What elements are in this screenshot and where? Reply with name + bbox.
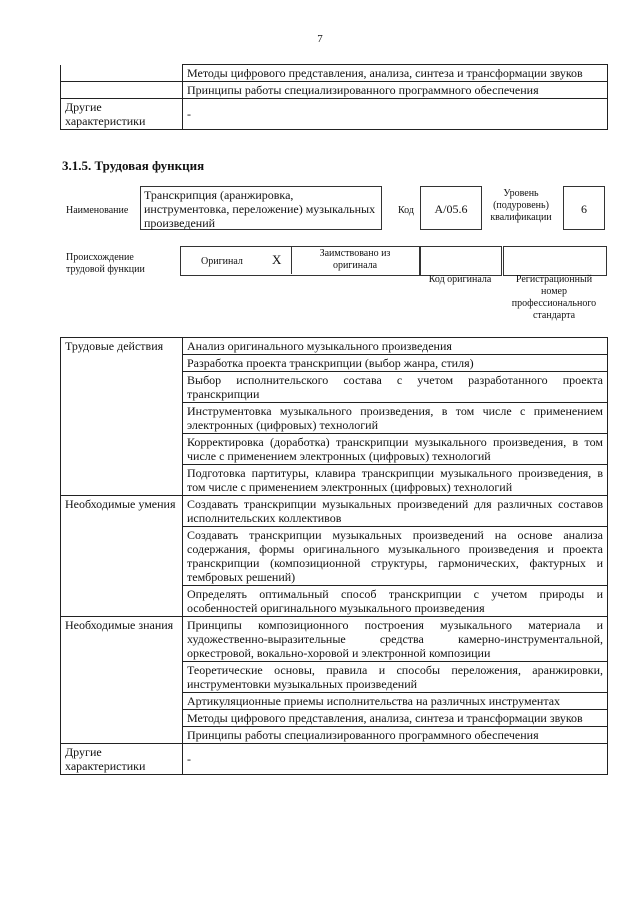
- table-cell: Определять оптимальный способ транскрипции с учетом природы и особенностей оригинального музыкального произведения: [183, 586, 608, 617]
- table-cell: Принципы работы специализированного программного обеспечения: [183, 727, 608, 744]
- table-cell: Анализ оригинального музыкального произведения: [183, 338, 608, 355]
- divider: [291, 246, 292, 274]
- original-label: Оригинал: [201, 256, 243, 267]
- table-cell: -: [183, 99, 608, 130]
- table-cell: Создавать транскрипции музыкальных произведений для различных составов исполнительских коллективов: [183, 496, 608, 527]
- level-value: 6: [563, 186, 605, 230]
- original-mark: X: [272, 252, 282, 267]
- table-row: [61, 65, 608, 82]
- code-original-box: [420, 246, 502, 276]
- table-cell: Принципы работы специализированного программного обеспечения: [183, 82, 608, 99]
- table-cell: Методы цифрового представления, анализа, синтеза и трансформации звуков: [183, 710, 608, 727]
- reg-number-box: [503, 246, 607, 276]
- table-row: [61, 744, 608, 775]
- row-label: Необходимые знания: [61, 617, 183, 744]
- code-label: Код: [398, 205, 414, 216]
- table-cell: Теоретические основы, правила и способы переложения, аранжировки, инструментовки музыкальных произведений: [183, 662, 608, 693]
- table-cell: Артикуляционные приемы исполнительства на различных инструментах: [183, 693, 608, 710]
- table-cell: Инструментовка музыкального произведения, в том числе с применением электронных (цифровых) технологий: [183, 403, 608, 434]
- table-row: [61, 338, 608, 355]
- table-cell: Создавать транскрипции музыкальных произведений на основе анализа содержания, формы оригинального музыкального произведения и проекта транскрипции (композиционной структуры, гармонических, фактурных и тембровых решений): [183, 527, 608, 586]
- section-title: 3.1.5. Трудовая функция: [62, 158, 205, 173]
- code-original-label: Код оригинала: [428, 274, 492, 285]
- top-table: [60, 64, 608, 130]
- page-number: 7: [317, 33, 323, 45]
- main-table: [60, 337, 608, 775]
- table-cell: Принципы композиционного построения музыкального материала и художественно-выразительные средства камерно-инструментальной, оркестровой, вокально-хоровой и электронной композиции: [183, 617, 608, 662]
- level-label: Уровень (подуровень) квалификации: [490, 188, 552, 223]
- code-value: A/05.6: [420, 186, 482, 230]
- table-cell: Корректировка (доработка) транскрипции музыкального произведения, в том числе с применением электронных (цифровых) технологий: [183, 434, 608, 465]
- table-row: [61, 99, 608, 130]
- name-value: Транскрипция (аранжировка, инструментовка, переложение) музыкальных произведений: [140, 186, 382, 230]
- row-label: Другие характеристики: [61, 744, 183, 775]
- row-label: [61, 82, 183, 99]
- name-label: Наименование: [66, 205, 129, 216]
- row-label: Необходимые умения: [61, 496, 183, 617]
- borrowed-label: Заимствовано из оригинала: [319, 248, 391, 271]
- table-cell: Подготовка партитуры, клавира транскрипции музыкального произведения, в том числе с применением электронных (цифровых) технологий: [183, 465, 608, 496]
- table-cell: -: [183, 744, 608, 775]
- table-row: [61, 617, 608, 662]
- table-row: [61, 82, 608, 99]
- row-label: Трудовые действия: [61, 338, 183, 496]
- row-label: [61, 65, 183, 82]
- reg-number-label: Регистрационный номер профессионального стандарта: [511, 274, 597, 321]
- table-cell: Методы цифрового представления, анализа, синтеза и трансформации звуков: [183, 65, 608, 82]
- table-cell: Разработка проекта транскрипции (выбор жанра, стиля): [183, 355, 608, 372]
- table-cell: Выбор исполнительского состава с учетом разработанного проекта транскрипции: [183, 372, 608, 403]
- origin-label: Происхождение трудовой функции: [66, 252, 145, 275]
- table-row: [61, 496, 608, 527]
- row-label: Другие характеристики: [61, 99, 183, 130]
